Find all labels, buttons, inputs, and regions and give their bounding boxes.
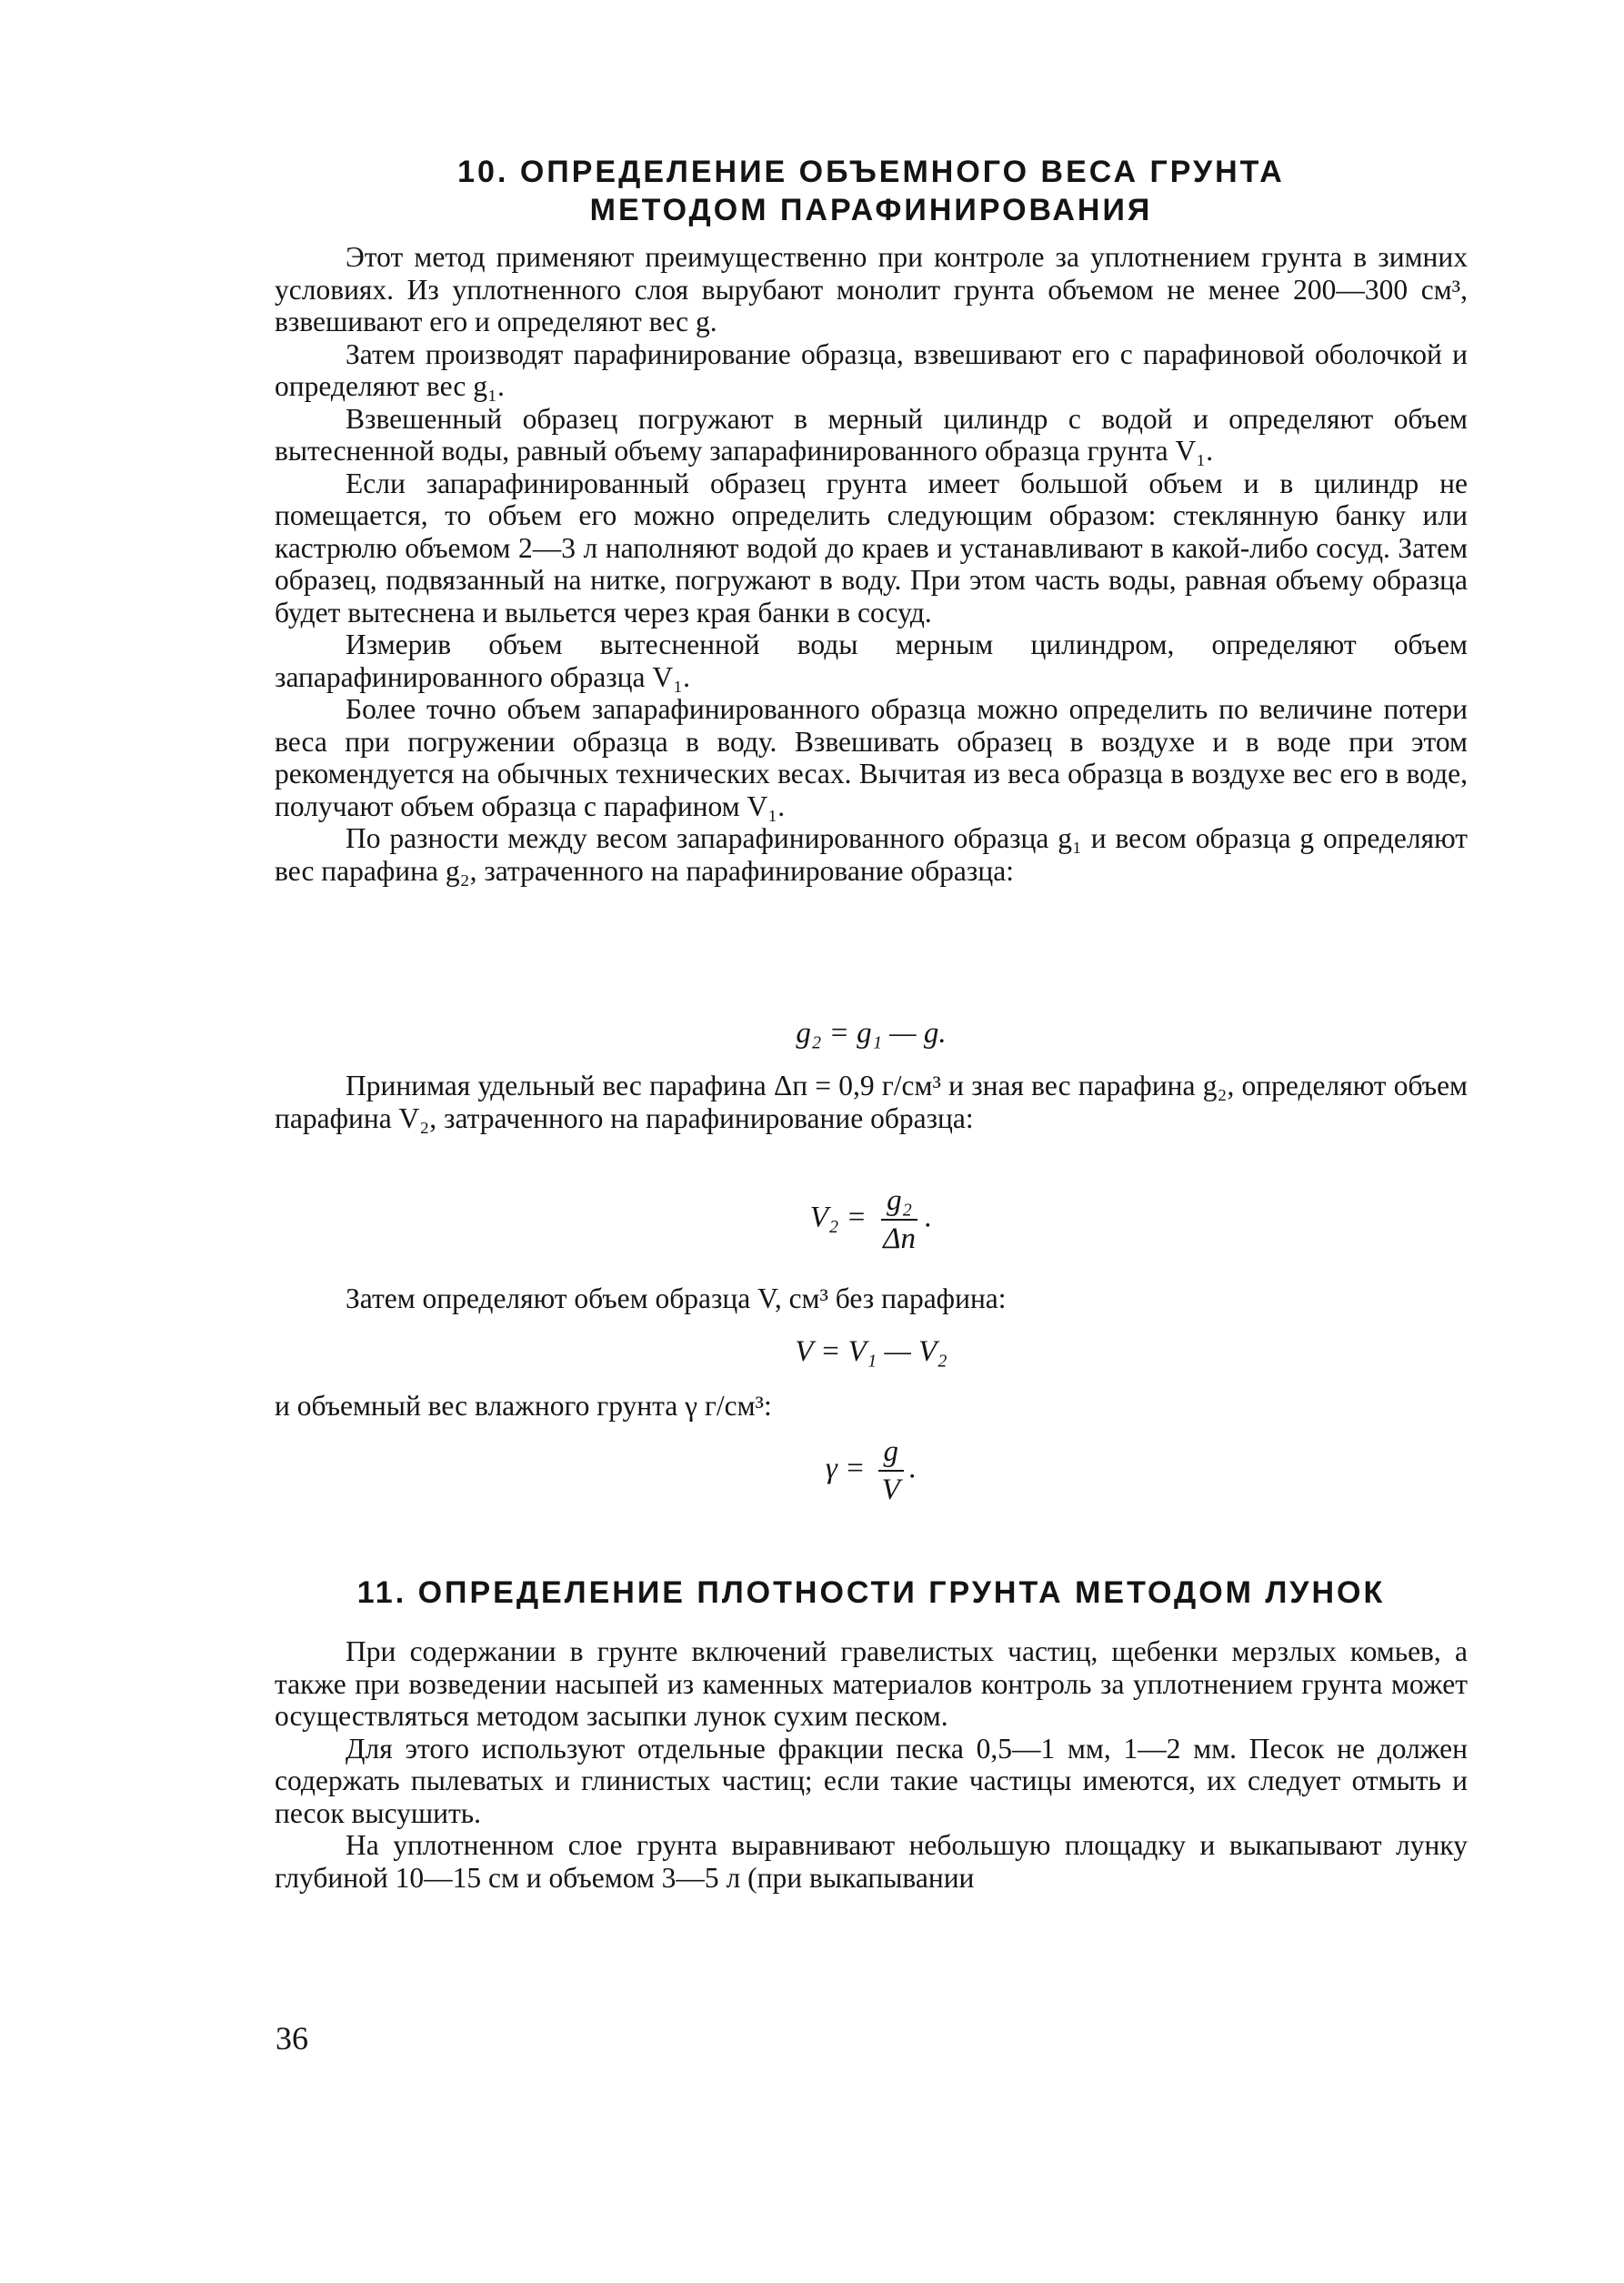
section-11-title: 11. ОПРЕДЕЛЕНИЕ ПЛОТНОСТИ ГРУНТА МЕТОДОМ ЛУНОК	[356, 1575, 1386, 1610]
paragraph: На уплотненном слое грунта выравнивают небольшую площадку и выкапывают лунку глубиной 10—15 см и объемом 3—5 л (при выкапывании	[275, 1829, 1468, 1894]
fraction	[877, 1435, 906, 1506]
paragraph: Затем определяют объем образца V, см³ без парафина:	[346, 1282, 1007, 1314]
paragraph: При содержании в грунте включений гравелистых частиц, щебенки мерзлых комьев, а также при возведении насыпей из каменных материалов контроль за уплотнением грунта может осуществляться методом засыпки лунок сухим песком.	[275, 1635, 1468, 1732]
formula-v	[275, 1335, 1468, 1369]
section-11-body	[275, 1635, 1468, 1894]
formula-end: .	[925, 1201, 933, 1234]
section-10-heading	[275, 153, 1468, 229]
paragraph: Если запарафинированный образец грунта имеет большой объем и в цилиндр не помещается, то объем его можно определить следующим образом: стеклянную банку или кастрюлю объемом 2—3 л наполняют водой до краев и устанавливают в какой-либо сосуд. Затем образец, подвязанный на нитке, погружают в воду. При этом часть воды, равная объему образца будет вытеснена и выльется через края банки в сосуд.	[275, 467, 1468, 629]
section-10-body-3	[275, 1282, 1468, 1315]
paragraph: Затем производят парафинирование образца, взвешивают его с парафиновой оболочкой и определяют вес g₁.	[275, 337, 1468, 402]
formula-text: g₂ = g₁ — g.	[796, 1017, 947, 1050]
fraction-denominator: V	[881, 1473, 900, 1506]
section-10-title-line-1: 10. ОПРЕДЕЛЕНИЕ ОБЪЕМНОГО ВЕСА ГРУНТА	[457, 155, 1285, 189]
paragraph: Более точно объем запарафинированного образца можно определить по величине потери веса при погружении образца в воду. Взвешивать образец в воздухе и в воде при этом рекомендуется на обычных технических весах. Вычитая из веса образца в воздухе вес его в воде, получают объем образца с парафином V₁.	[275, 693, 1468, 822]
section-10-body	[275, 241, 1468, 887]
page-number: 36	[276, 2020, 308, 2057]
formula-gamma	[275, 1435, 1468, 1506]
formula-text: V = V₁ — V₂	[795, 1335, 947, 1368]
formula-lhs: γ =	[825, 1452, 866, 1485]
section-10-body-2	[275, 1070, 1468, 1134]
formula-v2	[275, 1184, 1468, 1255]
paragraph: и объемный вес влажного грунта γ г/см³:	[275, 1390, 772, 1422]
paragraph: Для этого используют отдельные фракции песка 0,5—1 мм, 1—2 мм. Песок не должен содержать пылеватых и глинистых частиц; если такие частицы имеются, их следует отмыть и песок высушить.	[275, 1732, 1468, 1829]
formula-lhs: V₂ =	[809, 1201, 867, 1234]
paragraph: По разности между весом запарафинированного образца g₁ и весом образца g определяют вес парафина g₂, затраченного на парафинирование образца:	[275, 822, 1468, 887]
formula-g2	[275, 1017, 1468, 1051]
section-11-heading	[275, 1574, 1468, 1612]
paragraph: Измерив объем вытесненной воды мерным цилиндром, определяют объем запарафинированного образца V₁.	[275, 629, 1468, 693]
section-10-body-4	[275, 1390, 1468, 1423]
fraction-numerator: g	[878, 1435, 905, 1472]
formula-end: .	[908, 1452, 917, 1485]
section-10-title-line-2: МЕТОДОМ ПАРАФИНИРОВАНИЯ	[589, 193, 1153, 227]
fraction	[877, 1184, 921, 1255]
fraction-numerator: g₂	[881, 1184, 917, 1221]
paragraph: Взвешенный образец погружают в мерный цилиндр с водой и определяют объем вытесненной воды, равный объему запарафинированного образца грунта V₁.	[275, 402, 1468, 467]
paragraph: Принимая удельный вес парафина Δп = 0,9 г/см³ и зная вес парафина g₂, определяют объем парафина V₂, затраченного на парафинирование образца:	[275, 1070, 1468, 1134]
paragraph: Этот метод применяют преимущественно при контроле за уплотнением грунта в зимних условиях. Из уплотненного слоя вырубают монолит грунта объемом не менее 200—300 см³, взвешивают его и определяют вес g.	[275, 241, 1468, 337]
fraction-denominator: Δп	[883, 1222, 917, 1255]
